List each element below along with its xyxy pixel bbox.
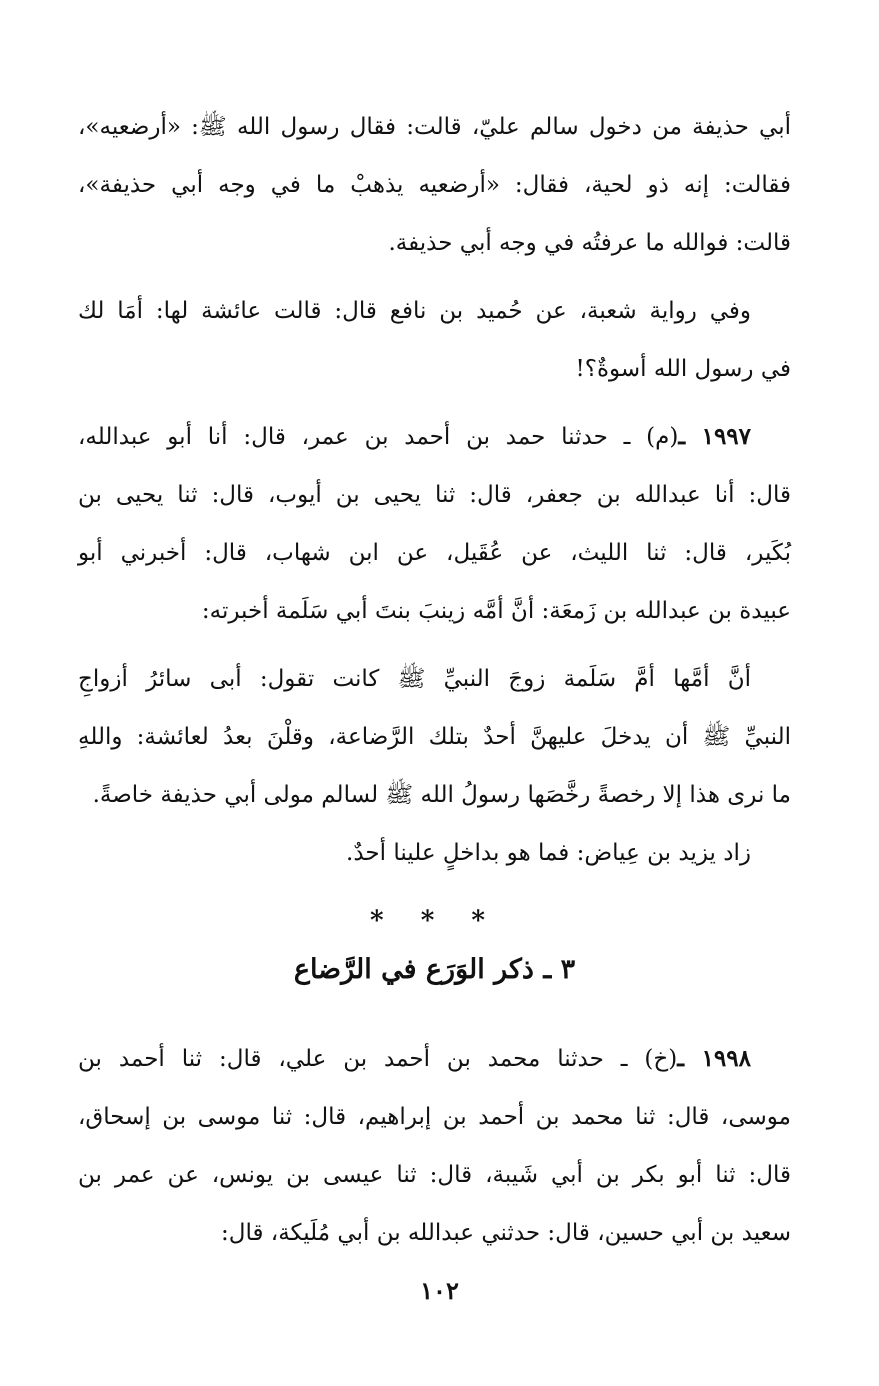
hadith-number: ١٩٩٨ ـ: [677, 1045, 751, 1072]
paragraph: [78, 650, 791, 824]
text-line: بُكَير، قال: ثنا الليث، عن عُقَيل، عن ابن شهاب، قال: أخبرني أبو: [78, 540, 791, 566]
text-line: ما نرى هذا إلا رخصةً رخَّصَها رسولُ الله ﷺ لسالم مولى أبي حذيفة خاصةً.: [92, 782, 791, 808]
section-heading: ٣ ـ ذكر الوَرَع في الرَّضاع: [293, 954, 576, 985]
text-span: (خ) ـ حدثنا محمد بن أحمد بن علي، قال: ثنا أحمد بن: [78, 1046, 678, 1072]
text-line: [78, 408, 791, 466]
text-line: وفي رواية شعبة، عن حُميد بن نافع قال: قالت عائشة لها: أمَا لك: [78, 298, 751, 324]
text-line: موسى، قال: ثنا محمد بن أحمد بن إبراهيم، قال: ثنا موسى بن إسحاق،: [78, 1104, 791, 1130]
text-line: [78, 1030, 791, 1088]
text-line: قالت: فوالله ما عرفتُه في وجه أبي حذيفة.: [388, 230, 791, 256]
text-line: سعيد بن أبي حسين، قال: حدثني عبدالله بن أبي مُلَيكة، قال:: [221, 1220, 791, 1246]
page-number: ١٠٢: [420, 1276, 459, 1305]
text-line: قال: ثنا أبو بكر بن أبي شَيبة، قال: ثنا عيسى بن يونس، عن عمر بن: [78, 1162, 791, 1188]
paragraph: [78, 282, 791, 398]
text-line: فقالت: إنه ذو لحية، فقال: «أرضعيه يذهبْ ما في وجه أبي حذيفة»،: [78, 172, 791, 198]
text-line: زاد يزيد بن عِياض: فما هو بداخلٍ علينا أحدٌ.: [346, 840, 751, 866]
text-span: (م) ـ حدثنا حمد بن أحمد بن عمر، قال: أنا أبو عبدالله،: [78, 424, 679, 450]
section-separator: * * *: [370, 906, 499, 936]
paragraph: [78, 824, 791, 882]
text-line: أنَّ أمَّها أمَّ سَلَمة زوجَ النبيِّ ﷺ كانت تقول: أبى سائرُ أزواجِ: [78, 666, 751, 692]
text-line: عبيدة بن عبدالله بن زَمعَة: أنَّ أمَّه زينبَ بنتَ أبي سَلَمة أخبرته:: [201, 598, 791, 624]
text-line: النبيِّ ﷺ أن يدخلَ عليهنَّ أحدٌ بتلك الرَّضاعة، وقلْنَ بعدُ لعائشة: واللهِ: [78, 724, 791, 750]
text-line: أبي حذيفة من دخول سالم عليّ، قالت: فقال رسول الله ﷺ: «أرضعيه»،: [78, 114, 791, 140]
hadith-number: ١٩٩٧ ـ: [678, 423, 752, 450]
text-line: قال: أنا عبدالله بن جعفر، قال: ثنا يحيى بن أيوب، قال: ثنا يحيى بن: [78, 482, 791, 508]
hadith-paragraph: [78, 408, 791, 640]
hadith-paragraph: [78, 1030, 791, 1262]
text-line: في رسول الله أسوةٌ؟!: [575, 356, 791, 382]
paragraph: [78, 98, 791, 272]
